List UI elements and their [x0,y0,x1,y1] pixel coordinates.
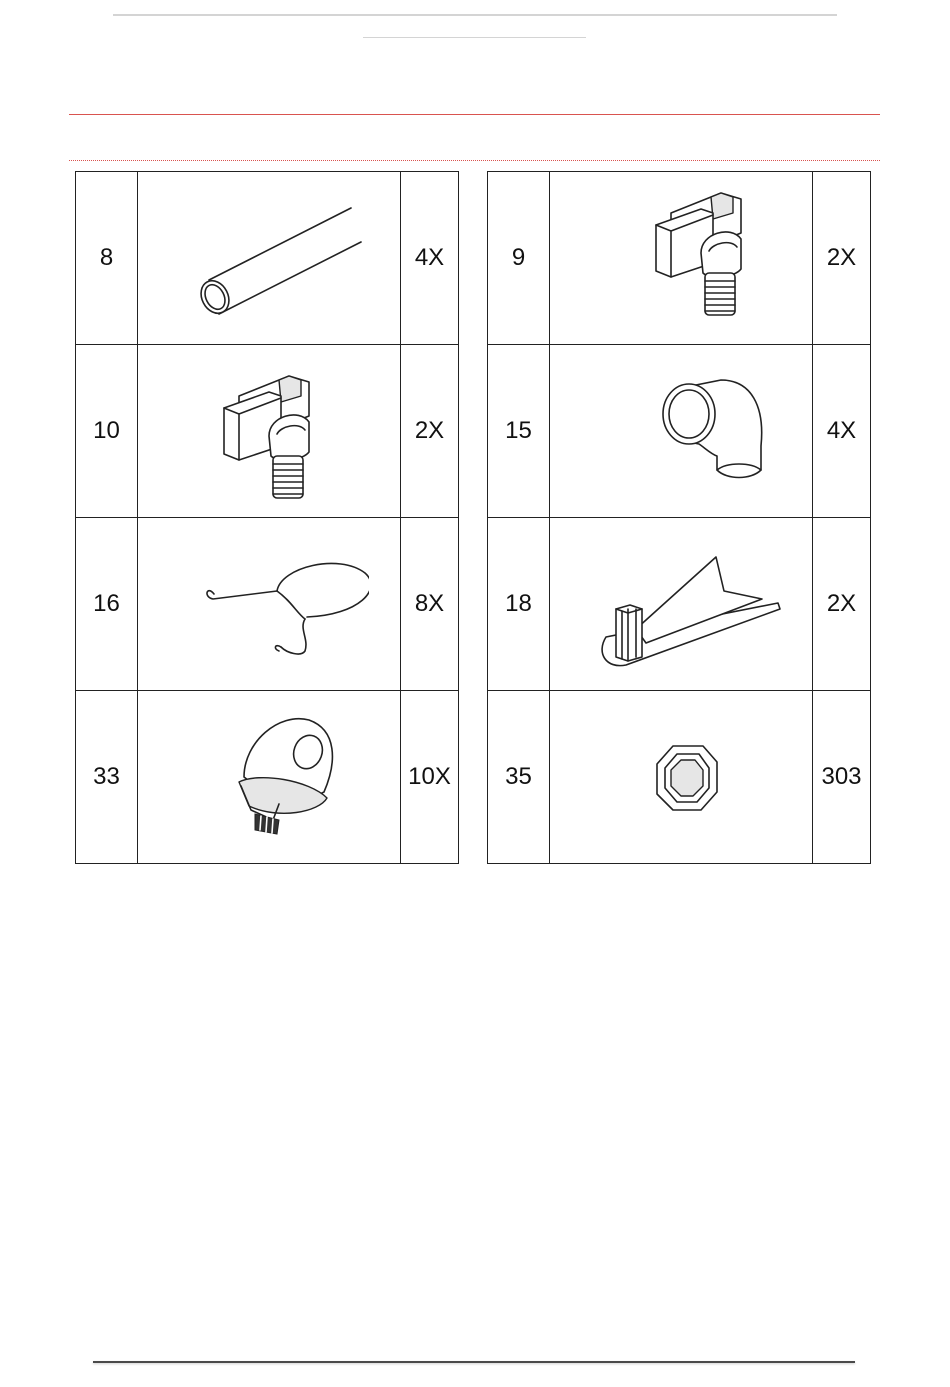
elbow-joint-icon [550,345,813,518]
table-row [76,172,459,345]
part-quantity: 2X [813,518,871,691]
part-quantity: 8X [401,518,459,691]
section-rule-dotted [69,160,880,161]
section-rule-top [69,114,880,115]
part-number: 8 [76,172,138,345]
parts-table-left [75,171,459,864]
part-number: 15 [488,345,550,518]
end-cap-connector-icon [138,345,401,518]
part-number: 33 [76,691,138,864]
tube-icon [138,172,401,345]
part-number: 9 [488,172,550,345]
end-cap-connector-icon [550,172,813,345]
footer-rule [93,1361,855,1363]
part-number: 10 [76,345,138,518]
part-number: 35 [488,691,550,864]
header-rule [113,14,837,16]
wire-clip-icon [138,518,401,691]
part-number: 18 [488,518,550,691]
part-quantity: 2X [813,172,871,345]
parts-table-right [487,171,871,864]
table-row [488,172,871,345]
bracket-plate-icon [550,518,813,691]
hex-nut-icon [550,691,813,864]
table-row [488,691,871,864]
table-row [488,518,871,691]
eyelet-peg-icon [138,691,401,864]
part-quantity: 4X [813,345,871,518]
table-row [488,345,871,518]
part-quantity: 2X [401,345,459,518]
table-row [76,691,459,864]
part-number: 16 [76,518,138,691]
table-row [76,345,459,518]
table-row [76,518,459,691]
part-quantity: 4X [401,172,459,345]
header-subrule [363,37,586,38]
part-quantity: 303 [813,691,871,864]
part-quantity: 10X [401,691,459,864]
